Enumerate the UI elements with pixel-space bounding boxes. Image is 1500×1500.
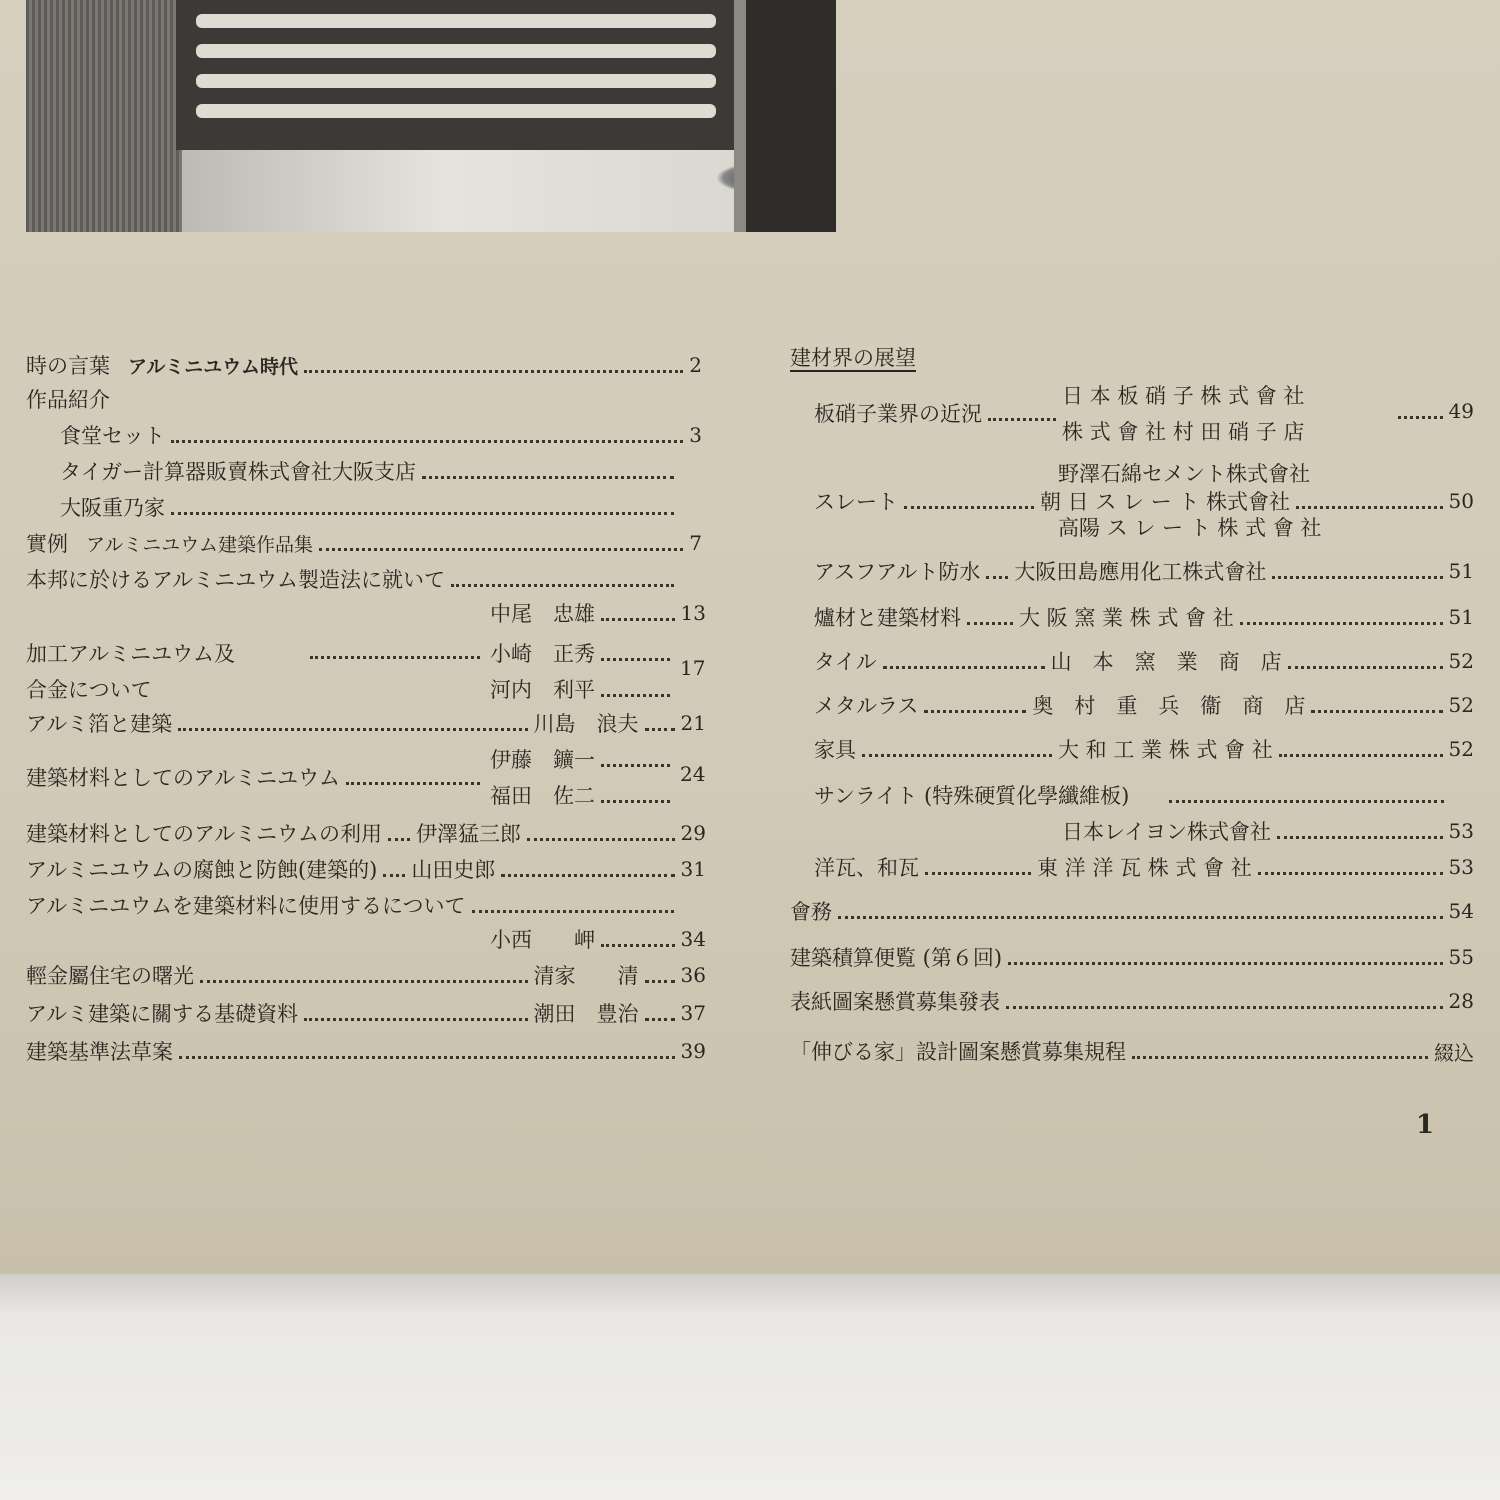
entry-title: サンライト (特殊硬質化學纖維板)	[814, 784, 1130, 808]
toc-entry[interactable]	[26, 528, 702, 558]
toc-entry[interactable]	[490, 924, 706, 954]
entry-title: 本邦に於けるアルミニユウム製造法に就いて	[26, 568, 445, 592]
entry-page: 55	[1448, 945, 1474, 969]
entry-author: 清家 清	[533, 964, 639, 988]
entry-title: スレート	[814, 490, 898, 514]
toc-entry[interactable]	[26, 854, 706, 884]
entry-title: 建築材料としてのアルミニウムの利用	[26, 822, 382, 846]
toc-entry[interactable]	[26, 350, 702, 380]
entry-page: 28	[1448, 989, 1474, 1013]
entry-page: 2	[689, 353, 702, 377]
toc-entry[interactable]	[60, 420, 702, 450]
entry-company: 山 本 窯 業 商 店	[1050, 650, 1282, 674]
toc-entry[interactable]	[814, 646, 1474, 676]
entry-page: 34	[680, 927, 706, 951]
entry-page: 52	[1448, 649, 1474, 673]
toc-entry[interactable]	[26, 708, 706, 738]
entry-title: 大阪重乃家	[60, 496, 165, 520]
entry-title: 食堂セット	[60, 424, 165, 448]
section-heading: 建材界の展望	[790, 346, 916, 370]
toc-entry[interactable]	[814, 556, 1474, 586]
entry-author: 伊澤猛三郎	[415, 822, 521, 846]
architecture-photo	[26, 0, 836, 232]
entry-author: 河内 利平	[490, 674, 676, 704]
entry-author: 福田 佐二	[490, 780, 676, 810]
entry-company: 大 阪 窯 業 株 式 會 社	[1019, 606, 1234, 630]
entry-page: 51	[1448, 605, 1474, 629]
entry-title: 洋瓦、和瓦	[814, 856, 919, 880]
entry-title: アルミ建築に關する基礎資料	[26, 1002, 299, 1026]
entry-page: 39	[680, 1039, 706, 1063]
entry-title: 輕金屬住宅の曙光	[26, 964, 194, 988]
entry-title: タイル	[814, 650, 877, 674]
entry-title: 家具	[814, 738, 856, 762]
entry-page: 31	[680, 857, 706, 881]
entry-author: 山田史郎	[411, 858, 496, 882]
toc-entry[interactable]	[814, 602, 1474, 632]
toc-entry[interactable]	[814, 690, 1474, 720]
entry-title: 「伸びる家」設計圖案懸賞募集規程	[790, 1040, 1126, 1064]
entry-page: 54	[1448, 899, 1474, 923]
toc-entry[interactable]	[26, 1036, 706, 1066]
toc-entry[interactable]	[790, 986, 1474, 1016]
section-label: 作品紹介	[26, 388, 110, 412]
entry-author: 小西 岬	[490, 928, 595, 952]
entry-label: 實例	[26, 532, 68, 556]
toc-entry[interactable]	[790, 896, 1474, 926]
toc-entry[interactable]	[26, 818, 706, 848]
entry-title: アルミニユウムの腐蝕と防蝕(建築的)	[26, 858, 378, 882]
table-surface	[0, 1274, 1500, 1500]
toc-entry[interactable]	[60, 456, 680, 486]
toc-entry[interactable]	[26, 960, 706, 990]
entry-company: 日 本 板 硝 子 株 式 會 社	[1062, 384, 1305, 408]
entry-title: 會務	[790, 900, 832, 924]
toc-page: 49	[1392, 396, 1474, 426]
entry-label: 時の言葉	[26, 354, 110, 378]
toc-entry[interactable]	[790, 1036, 1474, 1066]
toc-entry[interactable]	[1062, 816, 1474, 846]
entry-title: 爐材と建築材料	[814, 606, 961, 630]
toc-entry[interactable]	[814, 852, 1474, 882]
entry-page: 3	[689, 423, 702, 447]
entry-company: 高陽 ス レ ー ト 株 式 會 社	[1058, 516, 1322, 540]
entry-page: 51	[1448, 559, 1474, 583]
entry-company: 日本レイヨン株式會社	[1062, 820, 1271, 844]
toc-entry[interactable]	[814, 398, 1062, 428]
entry-page: 37	[680, 1001, 706, 1025]
entry-author: 伊藤 鑛一	[490, 744, 676, 774]
entry-page: 53	[1448, 855, 1474, 879]
entry-page: 13	[680, 601, 706, 625]
entry-title: 表紙圖案懸賞募集發表	[790, 990, 1000, 1014]
entry-company: 大 和 工 業 株 式 會 社	[1058, 738, 1273, 762]
entry-title: メタルラス	[814, 694, 919, 718]
toc-entry[interactable]	[490, 598, 706, 628]
entry-company: 野澤石綿セメント株式會社	[1058, 462, 1310, 486]
entry-company: 奥 村 重 兵 衞 商 店	[1032, 694, 1306, 718]
entry-page: 52	[1448, 693, 1474, 717]
entry-page: 24	[680, 762, 706, 786]
entry-author: 小崎 正秀	[490, 638, 676, 668]
toc-entry[interactable]	[26, 998, 706, 1028]
toc-entry[interactable]	[814, 734, 1474, 764]
toc-entry[interactable]	[26, 762, 486, 792]
entry-title: 建築積算便覧 (第６回)	[790, 946, 1003, 970]
entry-author: 潮田 豊治	[533, 1002, 639, 1026]
entry-title: 板硝子業界の近況	[814, 402, 982, 426]
toc-entry[interactable]	[26, 564, 680, 594]
entry-page: 21	[680, 711, 706, 735]
entry-page: 52	[1448, 737, 1474, 761]
entry-author: 川島 浪夫	[533, 712, 639, 736]
page-number: 1	[1416, 1110, 1435, 1140]
entry-title: 建築材料としてのアルミニユウム	[26, 766, 340, 790]
entry-author: 中尾 忠雄	[490, 602, 595, 626]
entry-page: 綴込	[1434, 1040, 1474, 1065]
entry-company: 大阪田島應用化工株式會社	[1014, 560, 1267, 584]
entry-title: アルミニユウムを建築材料に使用するについて	[26, 894, 466, 918]
entry-page: 17	[680, 656, 706, 680]
entry-title: アルミ箔と建築	[26, 712, 173, 736]
entry-title: 加工アルミニユウム及	[26, 642, 235, 666]
entry-company: 東 洋 洋 瓦 株 式 會 社	[1037, 856, 1252, 880]
entry-page: 50	[1448, 489, 1474, 513]
entry-page: 36	[680, 963, 706, 987]
entry-company: 株 式 會 社 村 田 硝 子 店	[1062, 420, 1305, 444]
entry-title: アルミニユウム時代	[128, 355, 299, 378]
entry-title: 建築基準法草案	[26, 1040, 173, 1064]
toc-entry[interactable]	[814, 780, 1450, 810]
entry-page: 29	[680, 821, 706, 845]
toc-entry[interactable]	[26, 890, 680, 920]
entry-page: 53	[1448, 819, 1474, 843]
entry-title: アルミニユウム建築作品集	[86, 533, 314, 556]
toc-entry[interactable]	[790, 942, 1474, 972]
entry-title: 合金について	[26, 678, 152, 702]
toc-entry[interactable]	[60, 492, 680, 522]
entry-page: 7	[689, 531, 702, 555]
entry-title: タイガー計算器販賣株式會社大阪支店	[60, 460, 416, 484]
entry-company: 朝 日 ス レ ー ト 株式會社	[1040, 490, 1291, 514]
entry-title: アスフアルト防水	[814, 560, 981, 584]
